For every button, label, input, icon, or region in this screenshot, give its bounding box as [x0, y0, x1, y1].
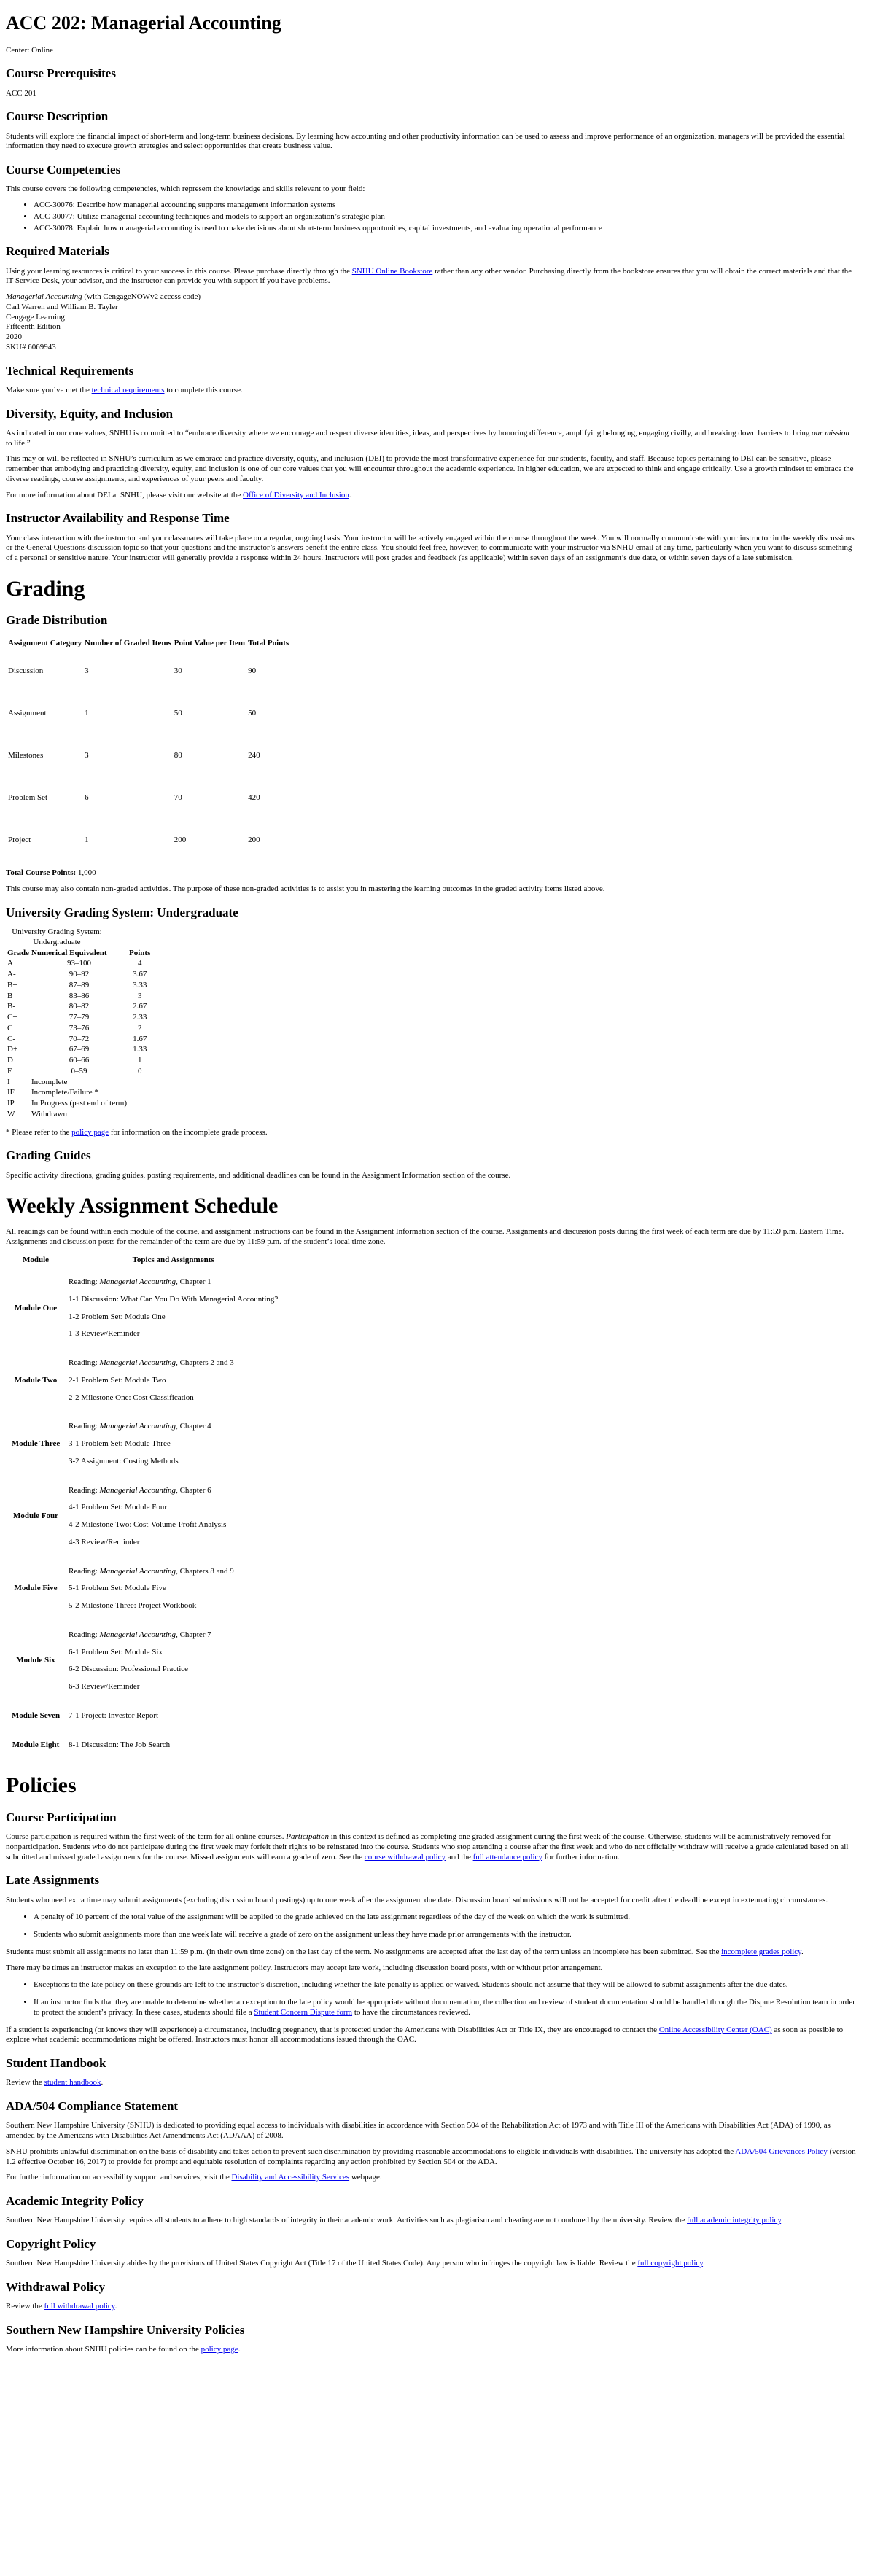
snhu-policy-page-link[interactable]: policy page: [201, 2345, 238, 2354]
competencies-intro: This course covers the following competencies, which represent the knowledge and skills relevant to your field:: [6, 184, 365, 194]
col-total: Total Points: [248, 638, 289, 647]
table-row: D+ 67–69 1.33: [7, 1045, 147, 1054]
copyright-policy-link[interactable]: full copyright policy: [637, 2259, 704, 2268]
availability-heading: Instructor Availability and Response Time: [6, 511, 230, 526]
table-row: C+ 77–79 2.33: [7, 1013, 147, 1022]
module-item: 4-2 Milestone Two: Cost-Volume-Profit Analysis: [69, 1520, 227, 1529]
module-name: Module Five: [14, 1584, 58, 1593]
module-name: Module Six: [16, 1656, 55, 1665]
book-title: Managerial Accounting: [6, 292, 82, 301]
univ-grading-table: University Grading System: Undergraduate Grade Numerical Equivalent Points A 93–100 4 A- 90–92 3.67 B+ 87–89 3.33 B 83–86 3 B- 80–82 2.67 C+ 77–79 2.33 C 73–76 2 C- 70–72 1.67 D+ 67–69 1.33 D 60–66 1 F 0–59 0 I Incomplete IF Incomplete/Failure * IP In Progress (past end of term) W Withdrawn: [7, 927, 151, 1118]
page-title: ACC 202: Managerial Accounting: [6, 12, 281, 34]
course-withdrawal-policy-link[interactable]: course withdrawal policy: [364, 1852, 446, 1861]
late-paragraph-4: If a student is experiencing (or knows they will experience) a circumstance, including pregnancy, that is protected under the Americans with Disabilities Act or Title IX, they are encouraged to contact the Online Accessibility Center (OAC) as soon as possible to explore what academic accommodations might be offered. Instructors must honor all accommodations issued through the OAC.: [6, 2025, 844, 2044]
disability-services-link[interactable]: Disability and Accessibility Services: [231, 2173, 350, 2182]
table-row: C 73–76 2: [7, 1023, 142, 1032]
list-item: • Students who submit assignments more than one week late will receive a grade of zero on the assignment unless they have made prior arrangements with the instructor.: [34, 1930, 858, 1940]
prereq-text: ACC 201: [6, 88, 36, 98]
dispute-form-link[interactable]: Student Concern Dispute form: [254, 2007, 353, 2017]
book-note: (with CengageNOWv2 access code): [84, 292, 201, 301]
table-row: [7, 1703, 281, 1730]
module-item: 3-2 Assignment: Costing Methods: [69, 1456, 179, 1466]
module-name: Module Eight: [12, 1740, 60, 1749]
late-paragraph-1: Students who need extra time may submit assignments (excluding discussion board postings) up to one week after the assignment due date. Discussion board submissions will not be accepted for credit after the deadline except in extenuating circumstances.: [6, 1895, 828, 1904]
module-item: 4-3 Review/Reminder: [69, 1537, 140, 1546]
late-penalty-list: [6, 1912, 858, 1940]
table-row: B- 80–82 2.67: [7, 1002, 147, 1011]
col-items: Number of Graded Items: [85, 638, 171, 647]
competency-item: • ACC-30078: Explain how managerial accounting is used to make decisions about short-term business opportunities, capital investments, and evaluating operational performance: [34, 224, 858, 234]
ada-paragraph-1: Southern New Hampshire University (SNHU) is dedicated to providing equal access to individuals with disabilities in accordance with Section 504 of the Rehabilitation Act of 1973 and with Title III of the Americans with Disabilities Act (ADA) of 1990, as amended by the Americans with Disabilities Act Amendments Act (ADAAA) of 2008.: [6, 2121, 831, 2140]
competencies-heading: Course Competencies: [6, 163, 121, 176]
module-reading: Reading: Managerial Accounting, Chapter 7: [69, 1630, 211, 1639]
dei-heading: Diversity, Equity, and Inclusion: [6, 406, 174, 421]
table-row: IF Incomplete/Failure *: [7, 1088, 98, 1097]
withdrawal-text: Review the full withdrawal policy.: [6, 2302, 117, 2311]
table-row: Assignment 1 50 50: [8, 709, 257, 718]
participation-text: Course participation is required within the first week of the term for all online courses. Participation in this context is defined as completing one graded assignment during the first week of the course. Otherwise, students will be administratively removed for nonparticipation. Students who do not participate during the first week may forfeit their rights to be reinstated into the course. Students who stop attending a course after the first week and who do not officially withdraw will receive a grade calculated based on all submitted and missed graded assignments for the course. Missed assignments will earn a grade of zero. See the course withdrawal policy and the full attendance policy for further information.: [6, 1832, 849, 1861]
table-row: Project 1 200 200: [8, 836, 260, 845]
module-reading: Reading: Managerial Accounting, Chapter 4: [69, 1422, 211, 1431]
table-row: B+ 87–89 3.33: [7, 980, 147, 989]
col-point-value: Point Value per Item: [174, 638, 246, 647]
ada-heading: ADA/504 Compliance Statement: [6, 2099, 179, 2113]
withdrawal-heading: Withdrawal Policy: [6, 2280, 106, 2294]
module-reading: Reading: Managerial Accounting, Chapters 8 and 9: [69, 1566, 234, 1576]
student-handbook-link[interactable]: student handbook: [44, 2078, 101, 2087]
ada-paragraph-2: SNHU prohibits unlawful discrimination on the basis of disability and takes action to prevent such discrimination by providing reasonable accommodations to eligible individuals with disabilities. The university has adopted the ADA/504 Grievances Policy (version 1.2 effective October 16, 2017) to provide for prompt and equitable resolution of complaints regarding any action prohibited by Section 504 or the ADA.: [6, 2147, 856, 2166]
incomplete-footnote: * Please refer to the policy page for information on the incomplete grade process.: [6, 1127, 268, 1137]
copyright-heading: Copyright Policy: [6, 2237, 96, 2251]
ada-paragraph-3: For further information on accessibility support and services, visit the Disability and Accessibility Services webpage.: [6, 2173, 382, 2182]
snhu-policies-text: More information about SNHU policies can be found on the policy page.: [6, 2345, 241, 2354]
grade-distribution-table: [6, 636, 291, 863]
incomplete-grades-policy-link[interactable]: incomplete grades policy: [721, 1947, 801, 1956]
module-name: Module Four: [12, 1511, 59, 1521]
integrity-heading: Academic Integrity Policy: [6, 2194, 144, 2208]
module-name: Module Three: [11, 1439, 61, 1448]
module-item: 8-1 Discussion: The Job Search: [69, 1740, 171, 1749]
module-item: 6-1 Problem Set: Module Six: [69, 1647, 163, 1657]
non-graded-note: This course may also contain non-graded activities. The purpose of these non-graded activities is to assist you in mastering the learning outcomes in the graded activity items listed above.: [6, 884, 605, 893]
table-row: [7, 1350, 281, 1412]
module-item: 6-2 Discussion: Professional Practice: [69, 1665, 189, 1674]
univ-grading-heading: University Grading System: Undergraduate: [6, 905, 238, 919]
module-item: 2-1 Problem Set: Module Two: [69, 1375, 166, 1385]
table-row: C- 70–72 1.67: [7, 1034, 147, 1043]
table-row: Discussion 3 30 90: [8, 666, 257, 676]
availability-text: Your class interaction with the instructor and your classmates will take place on a regular, ongoing basis. Your instructor will be actively engaged within the course throughout the week. You will normally communicate with your instructor in the weekly discussions or the General Questions discussion topic so that your questions and the instructor’s answers benefit the entire class. You should feel free, however, to communicate with your instructor via SNHU email at any time, particularly when you want to discuss something of a personal or sensitive nature. Your instructor will generally provide a response within 24 hours. Instructors will post grades and feedback (as applicable) within seven days of an assignment’s due date, or within seven days of a late submission.: [6, 533, 855, 562]
attendance-policy-link[interactable]: full attendance policy: [472, 1852, 542, 1861]
univ-grading-caption: University Grading System: Undergraduate: [12, 927, 102, 946]
table-row: [7, 1413, 281, 1475]
grading-heading: Grading: [6, 576, 85, 601]
module-reading: Reading: Managerial Accounting, Chapter 1: [69, 1277, 211, 1286]
dei-paragraph-2: This may or will be reflected in SNHU’s curriculum as we embrace and practice diversity, equity, and inclusion (DEI) to provide the most transformative experience for our students, faculty, and staff. Because topics pertaining to DEI can be sensitive, please remember that embodying and practicing diversity, equity, and inclusion is one of our core values that you will encounter throughout the academic experience. In higher education, we are expected to think and engage critically. Use a growth mindset to embrace the diverse readings, course assignments, and experiences of your peers and faculty.: [6, 454, 854, 483]
grade-distribution-heading: Grade Distribution: [6, 613, 108, 628]
policies-heading: Policies: [6, 1773, 77, 1798]
module-item: 3-1 Problem Set: Module Three: [69, 1439, 171, 1448]
module-item: 5-1 Problem Set: Module Five: [69, 1584, 166, 1593]
late-paragraph-2: Students must submit all assignments no later than 11:59 p.m. (in their own time zone) on the last day of the term. No assignments are accepted after the last day of the term unless an incomplete has been submitted. See the incomplete grades policy.: [6, 1947, 804, 1956]
book-year: 2020: [6, 332, 22, 341]
snhu-policies-heading: Southern New Hampshire University Policies: [6, 2323, 245, 2337]
academic-integrity-link[interactable]: full academic integrity policy: [687, 2216, 782, 2225]
col-category: Assignment Category: [8, 638, 82, 647]
module-item: 7-1 Project: Investor Report: [69, 1711, 159, 1720]
prereq-heading: Course Prerequisites: [6, 66, 116, 81]
module-name: Module One: [14, 1303, 58, 1312]
list-item: • Exceptions to the late policy on these grounds are left to the instructor’s discretion, including whether the late penalty is applied or waived. Students should not assume that they will be allowed to submit assignments after the due dates.: [34, 1980, 858, 1991]
module-item: 4-1 Problem Set: Module Four: [69, 1503, 168, 1512]
table-row: A- 90–92 3.67: [7, 970, 147, 978]
module-item: 5-2 Milestone Three: Project Workbook: [69, 1601, 197, 1610]
materials-text: Using your learning resources is critical to your success in this course. Please purchase directly through the SNHU Online Bookstore rather than any other vendor. Purchasing directly from the bookstore ensures that you will obtain the correct materials and that the IT Service Desk, your advisor, and the instructor can provide you with support if you have problems.: [6, 266, 852, 286]
col-topics: Topics and Assignments: [132, 1256, 214, 1265]
table-row: I Incomplete: [7, 1077, 68, 1086]
book-publisher: Cengage Learning: [6, 312, 65, 322]
late-heading: Late Assignments: [6, 1873, 99, 1888]
module-item: 1-2 Problem Set: Module One: [69, 1312, 166, 1321]
list-item: • If an instructor finds that they are unable to determine whether an exception to the late policy would be appropriate without documentation, the collection and review of student documentation should be handled through the Dispute Resolution team in order to protect the student’s privacy. In these cases, students should file a Student Concern Dispute form to have the circumstances reviewed.: [34, 1998, 858, 2018]
table-row: [7, 1269, 281, 1348]
policy-page-link[interactable]: policy page: [71, 1127, 109, 1137]
col-module: Module: [22, 1256, 50, 1265]
competencies-list: [6, 201, 858, 233]
book-sku: SKU# 6069943: [6, 342, 56, 351]
schedule-intro: All readings can be found within each module of the course, and assignment instructions can be found in the Assignment Information section of the course. Assignments and discussion posts during the first week of each term are due by 11:59 p.m. Eastern Time. Assignments and discussion posts for the remainder of the term are due by 11:59 p.m. of the student’s local time zone.: [6, 1226, 844, 1246]
participation-heading: Course Participation: [6, 1810, 117, 1824]
book-details: [6, 292, 858, 353]
book-authors: Carl Warren and William B. Tayler: [6, 302, 118, 311]
module-reading: Reading: Managerial Accounting, Chapters 2 and 3: [69, 1358, 234, 1367]
table-row: [7, 1732, 281, 1759]
competency-item: • ACC-30077: Utilize managerial accounting techniques and models to support an organization’s strategic plan: [34, 212, 858, 222]
table-row: [7, 1558, 281, 1620]
dei-paragraph-1: As indicated in our core values, SNHU is committed to “embrace diversity where we encourage and respect diverse identities, ideas, and perspectives by honoring difference, amplifying belonging, engaging civilly, and breaking down barriers to bring our mission to life.”: [6, 428, 849, 448]
grading-guides-text: Specific activity directions, grading guides, posting requirements, and additional deadlines can be found in the Assignment Information section of the course.: [6, 1170, 511, 1180]
table-row: Problem Set 6 70 420: [8, 793, 260, 803]
schedule-heading: Weekly Assignment Schedule: [6, 1194, 279, 1218]
diversity-office-link[interactable]: Office of Diversity and Inclusion: [243, 490, 349, 499]
table-row: [7, 1622, 281, 1701]
center-label: Center: Online: [6, 45, 54, 55]
description-heading: Course Description: [6, 109, 109, 124]
total-points: Total Course Points: 1,000: [6, 868, 96, 878]
description-text: Students will explore the financial impact of short-term and long-term business decisions. By learning how accounting and other productivity information can be used to assess and improve performance of an organization, managers will be provided the essential information they need to execute growth strategies and select opportunities that create business value.: [6, 131, 845, 151]
list-item: • A penalty of 10 percent of the total value of the assignment will be applied to the grade achieved on the late assignment regardless of the day of the week on which the work is submitted.: [34, 1912, 858, 1923]
late-paragraph-3: There may be times an instructor makes an exception to the late assignment policy. Instructors may accept late work, including discussion board posts, with or without prior arrangement.: [6, 1963, 603, 1972]
book-edition: Fifteenth Edition: [6, 322, 61, 332]
handbook-text: Review the student handbook.: [6, 2078, 104, 2087]
competency-item: • ACC-30076: Describe how managerial accounting supports management information systems: [34, 201, 858, 211]
module-item: 6-3 Review/Reminder: [69, 1682, 140, 1691]
module-item: 1-3 Review/Reminder: [69, 1329, 140, 1339]
module-reading: Reading: Managerial Accounting, Chapter 6: [69, 1485, 211, 1495]
copyright-text: Southern New Hampshire University abides by the provisions of United States Copyright Act (Title 17 of the United States Code). Any person who infringes the copyright law is liable. Review the full copyright policy.: [6, 2259, 705, 2268]
table-row: A 93–100 4: [7, 959, 142, 968]
withdrawal-policy-link[interactable]: full withdrawal policy: [44, 2302, 115, 2311]
handbook-heading: Student Handbook: [6, 2056, 106, 2070]
table-row: F 0–59 0: [7, 1066, 142, 1075]
dei-paragraph-3: For more information about DEI at SNHU, please visit our website at the Office of Diversity and Inclusion.: [6, 490, 351, 499]
late-exception-list: [6, 1980, 858, 2017]
materials-heading: Required Materials: [6, 244, 109, 259]
weekly-schedule-table: [6, 1253, 282, 1760]
table-row: D 60–66 1: [7, 1056, 142, 1065]
technical-heading: Technical Requirements: [6, 363, 134, 378]
technical-text: Make sure you’ve met the technical requirements to complete this course.: [6, 385, 243, 394]
module-name: Module Seven: [11, 1711, 61, 1720]
table-row: B 83–86 3: [7, 991, 142, 1000]
table-row: Milestones 3 80 240: [8, 751, 260, 760]
ada-grievances-link[interactable]: ADA/504 Grievances Policy: [735, 2147, 828, 2156]
accessibility-center-link[interactable]: Online Accessibility Center (OAC): [658, 2025, 772, 2034]
module-name: Module Two: [14, 1375, 58, 1385]
integrity-text: Southern New Hampshire University requires all students to adhere to high standards of integrity in their academic work. Activities such as plagiarism and cheating are not condoned by the university. Review the full academic integrity policy.: [6, 2216, 783, 2225]
table-row: IP In Progress (past end of term): [7, 1099, 128, 1108]
module-item: 1-1 Discussion: What Can You Do With Managerial Accounting?: [69, 1294, 279, 1304]
module-item: 2-2 Milestone One: Cost Classification: [69, 1393, 194, 1402]
bookstore-link[interactable]: SNHU Online Bookstore: [351, 266, 433, 276]
table-row: W Withdrawn: [7, 1109, 67, 1118]
table-row: [7, 1477, 281, 1557]
grading-guides-heading: Grading Guides: [6, 1148, 91, 1163]
technical-requirements-link[interactable]: technical requirements: [91, 385, 165, 394]
